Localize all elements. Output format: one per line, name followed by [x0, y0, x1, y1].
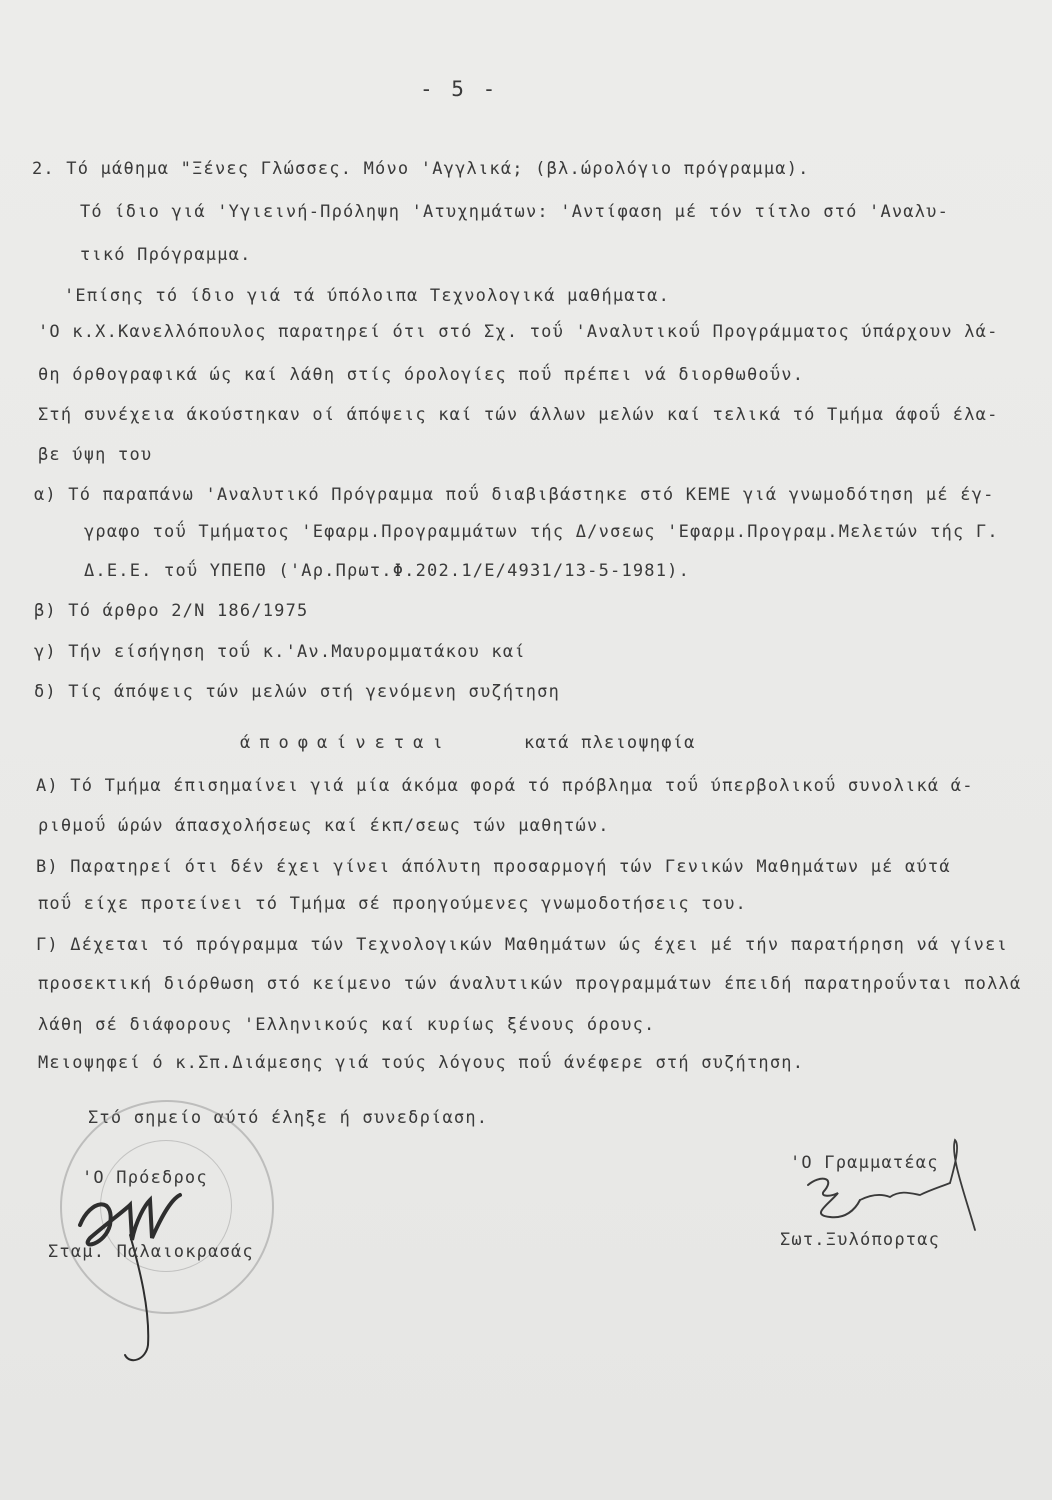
text-line: λάθη σέ διάφορους 'Ελληνικούς καί κυρίως ξένους όρους. [38, 1015, 656, 1035]
text-line: Δ.Ε.Ε. τοΰ ΥΠΕΠΘ ('Αρ.Πρωτ.Φ.202.1/Ε/4931/13-5-1981). [84, 561, 691, 581]
text-line: προσεκτική διόρθωση στό κείμενο τών άναλυτικών προγραμμάτων έπειδή παρατηροΰνται πολλά [38, 974, 1022, 994]
secretary-title: 'Ο Γραμματέας [790, 1153, 939, 1173]
secretary-signature [800, 1135, 990, 1235]
text-line: Γ) Δέχεται τό πρόγραμμα τών Τεχνολογικών Μαθημάτων ώς έχει μέ τήν παρατήρηση νά γίνει [36, 935, 1008, 955]
text-line: Στή συνέχεια άκούστηκαν οί άπόψεις καί τών άλλων μελών καί τελικά τό Τμήμα άφοΰ έλα- [38, 405, 999, 425]
text-line: Στό σημείο αύτό έληξε ή συνεδρίαση. [88, 1108, 489, 1128]
page-number: - 5 - [420, 77, 499, 101]
text-line: θη όρθογραφικά ώς καί λάθη στίς όρολογίες ποΰ πρέπει νά διορθωθοΰν. [38, 365, 805, 385]
text-line: Α) Τό Τμήμα έπισημαίνει γιά μία άκόμα φορά τό πρόβλημα τοΰ ύπερβολικοΰ συνολικά ά- [36, 776, 974, 796]
text-line: ριθμοΰ ώρών άπασχολήσεως καί έκπ/σεως τών μαθητών. [38, 816, 610, 836]
text-line: βε ύψη του [38, 445, 153, 465]
text-line: α) Τό παραπάνω 'Αναλυτικό Πρόγραμμα ποΰ διαβιβάστηκε στό ΚΕΜΕ γιά γνωμοδότηση μέ έγ- [34, 485, 995, 505]
text-line: β) Τό άρθρο 2/Ν 186/1975 [34, 601, 309, 621]
decision-heading: άποφαίνεται [240, 733, 452, 753]
decision-majority: κατά πλειοψηφία [524, 733, 696, 753]
text-line: 2. Τό μάθημα "Ξένες Γλώσσες. Μόνο 'Αγγλικά; (βλ.ώρολόγιο πρόγραμμα). [32, 159, 810, 179]
secretary-name: Σωτ.Ξυλόπορτας [780, 1230, 941, 1250]
text-line: Β) Παρατηρεί ότι δέν έχει γίνει άπόλυτη προσαρμογή τών Γενικών Μαθημάτων μέ αύτά [36, 857, 951, 877]
chair-name: Σταμ. Παλαιοκρασάς [48, 1242, 254, 1262]
text-line: 'Ο κ.Χ.Κανελλόπουλος παρατηρεί ότι στό Σχ. τοΰ 'Αναλυτικοΰ Προγράμματος ύπάρχουν λά- [38, 322, 999, 342]
text-line: γ) Τήν είσήγηση τοΰ κ.'Αν.Μαυρομματάκου καί [34, 642, 526, 662]
text-line: δ) Τίς άπόψεις τών μελών στή γενόμενη συζήτηση [34, 682, 561, 702]
text-line: 'Επίσης τό ίδιο γιά τά ύπόλοιπα Τεχνολογικά μαθήματα. [64, 286, 671, 306]
chair-signature [70, 1180, 200, 1370]
text-line: ποΰ είχε προτείνει τό Τμήμα σέ προηγούμενες γνωμοδοτήσεις του. [38, 894, 747, 914]
text-line: Τό ίδιο γιά 'Υγιεινή-Πρόληψη 'Ατυχημάτων: 'Αντίφαση μέ τόν τίτλο στό 'Αναλυ- [80, 202, 950, 222]
text-line: τικό Πρόγραμμα. [80, 245, 252, 265]
chair-title: 'Ο Πρόεδρος [82, 1168, 208, 1188]
text-line: Μειοψηφεί ό κ.Σπ.Διάμεσης γιά τούς λόγους ποΰ άνέφερε στή συζήτηση. [38, 1053, 805, 1073]
text-line: γραφο τοΰ Τμήματος 'Εφαρμ.Προγραμμάτων τής Δ/νσεως 'Εφαρμ.Προγραμ.Μελετών τής Γ. [84, 522, 999, 542]
